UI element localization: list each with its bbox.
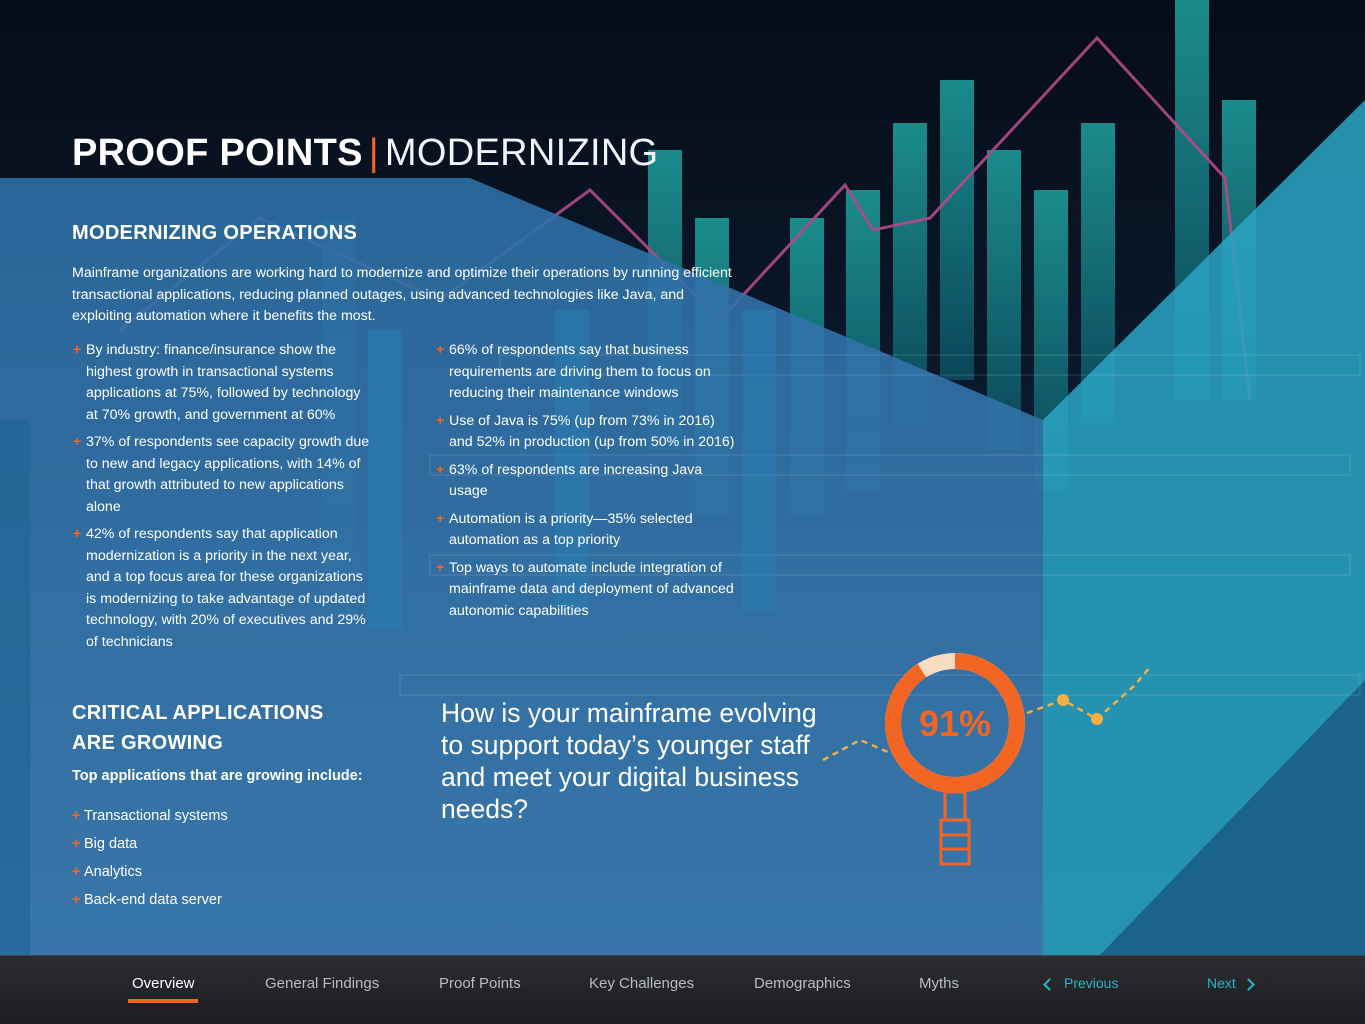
right-bullet-item xyxy=(435,411,735,454)
plus-bullet-icon: + xyxy=(72,836,81,852)
app-list-item xyxy=(72,830,228,858)
previous-label: Previous xyxy=(1064,975,1119,991)
trend-point-2 xyxy=(1091,713,1103,725)
magnifier-handle xyxy=(941,820,969,864)
plus-bullet-icon: + xyxy=(436,412,445,429)
plus-bullet-icon: + xyxy=(436,510,445,527)
app-list-item xyxy=(72,886,228,914)
nav-myths[interactable]: Myths xyxy=(919,975,960,992)
plus-bullet-icon: + xyxy=(73,434,82,450)
previous-button[interactable] xyxy=(1045,975,1118,991)
page-title xyxy=(72,132,658,175)
app-list-item xyxy=(72,858,228,886)
plus-bullet-icon: + xyxy=(436,342,445,358)
trend-line-left xyxy=(823,740,890,760)
critical-apps-list xyxy=(72,802,228,914)
trend-point-1 xyxy=(1057,694,1069,706)
title-separator: | xyxy=(368,132,379,174)
modernizing-heading: MODERNIZING OPERATIONS xyxy=(72,222,358,244)
app-list-item-text: Analytics xyxy=(84,864,143,880)
right-bullet-item xyxy=(435,558,735,623)
nav-demographics[interactable]: Demographics xyxy=(754,975,851,992)
right-bullet-item-text: Use of Java is 75% (up from 73% in 2016) and 52% in production (up from 50% in 2016) xyxy=(449,412,735,450)
next-label: Next xyxy=(1207,975,1236,991)
stat-magnifier-graphic xyxy=(815,645,1155,875)
chevron-left-icon xyxy=(1043,978,1056,991)
right-bullet-item-text: 66% of respondents say that business requirements are driving them to focus on reducing their maintenance windows xyxy=(449,342,711,401)
critical-heading-line1: CRITICAL APPLICATIONS xyxy=(72,702,324,724)
plus-bullet-icon: + xyxy=(436,461,445,478)
magnifier-neck xyxy=(945,792,965,820)
app-list-item-text: Transactional systems xyxy=(84,808,228,824)
nav-general-findings[interactable]: General Findings xyxy=(265,975,380,992)
next-button[interactable] xyxy=(1207,975,1253,991)
plus-bullet-icon: + xyxy=(72,892,81,908)
right-bullet-item xyxy=(435,340,735,405)
right-bullet-list xyxy=(435,340,735,628)
left-bullet-item-text: 42% of respondents say that application modernization is a priority in the next year, and a top focus area for these organizations is modernizing to take advantage of updated technology, with 20% of executives and 29% of technicians xyxy=(86,526,366,650)
chevron-right-icon xyxy=(1242,978,1255,991)
nav-key-challenges[interactable]: Key Challenges xyxy=(589,975,695,992)
modernizing-intro: Mainframe organizations are working hard to modernize and optimize their operations by running efficient transactional applications, reducing planned outages, using advanced technologies like Java, and exploiting automation where it benefits the most. xyxy=(72,265,732,324)
nav-overview[interactable]: Overview xyxy=(132,975,195,992)
left-bullet-list xyxy=(72,340,372,659)
right-bullet-item xyxy=(435,509,735,552)
callout-question: How is your mainframe evolving to support today’s younger staff and meet your digital business needs? xyxy=(441,698,817,824)
trend-line-right xyxy=(1027,667,1150,719)
critical-heading-line2: ARE GROWING xyxy=(72,732,224,754)
left-bullet-item-text: By industry: finance/insurance show the highest growth in transactional systems applications at 75%, followed by technology at 70% growth, and government at 60% xyxy=(86,342,361,423)
left-bullet-item xyxy=(72,524,372,653)
app-list-item-text: Back-end data server xyxy=(84,892,222,908)
stat-label: 91% xyxy=(918,703,992,744)
critical-subheading: Top applications that are growing include: xyxy=(72,768,363,784)
plus-bullet-icon: + xyxy=(72,864,81,880)
left-bullet-item-text: 37% of respondents see capacity growth due to new and legacy applications, with 14% of that growth attributed to new applications alone xyxy=(86,434,370,515)
page-title-light: MODERNIZING xyxy=(384,132,659,174)
plus-bullet-icon: + xyxy=(73,526,82,542)
right-bullet-item-text: 63% of respondents are increasing Java usage xyxy=(449,461,703,499)
critical-heading xyxy=(72,698,324,758)
right-bullet-item-text: Top ways to automate include integration of mainframe data and deployment of advanced autonomic capabilities xyxy=(449,559,734,619)
plus-bullet-icon: + xyxy=(73,342,82,358)
right-bullet-item xyxy=(435,460,735,503)
plus-bullet-icon: + xyxy=(72,808,81,824)
nav-proof-points[interactable]: Proof Points xyxy=(439,975,521,992)
page-title-bold: PROOF POINTS xyxy=(72,132,363,174)
bottom-navigation xyxy=(0,955,1365,1024)
right-bullet-item-text: Automation is a priority—35% selected automation as a top priority xyxy=(449,510,693,548)
nav-active-indicator xyxy=(128,999,198,1003)
app-list-item-text: Big data xyxy=(84,836,138,852)
app-list-item xyxy=(72,802,228,830)
left-bullet-item xyxy=(72,340,372,426)
left-bullet-item xyxy=(72,432,372,518)
plus-bullet-icon: + xyxy=(436,559,445,576)
